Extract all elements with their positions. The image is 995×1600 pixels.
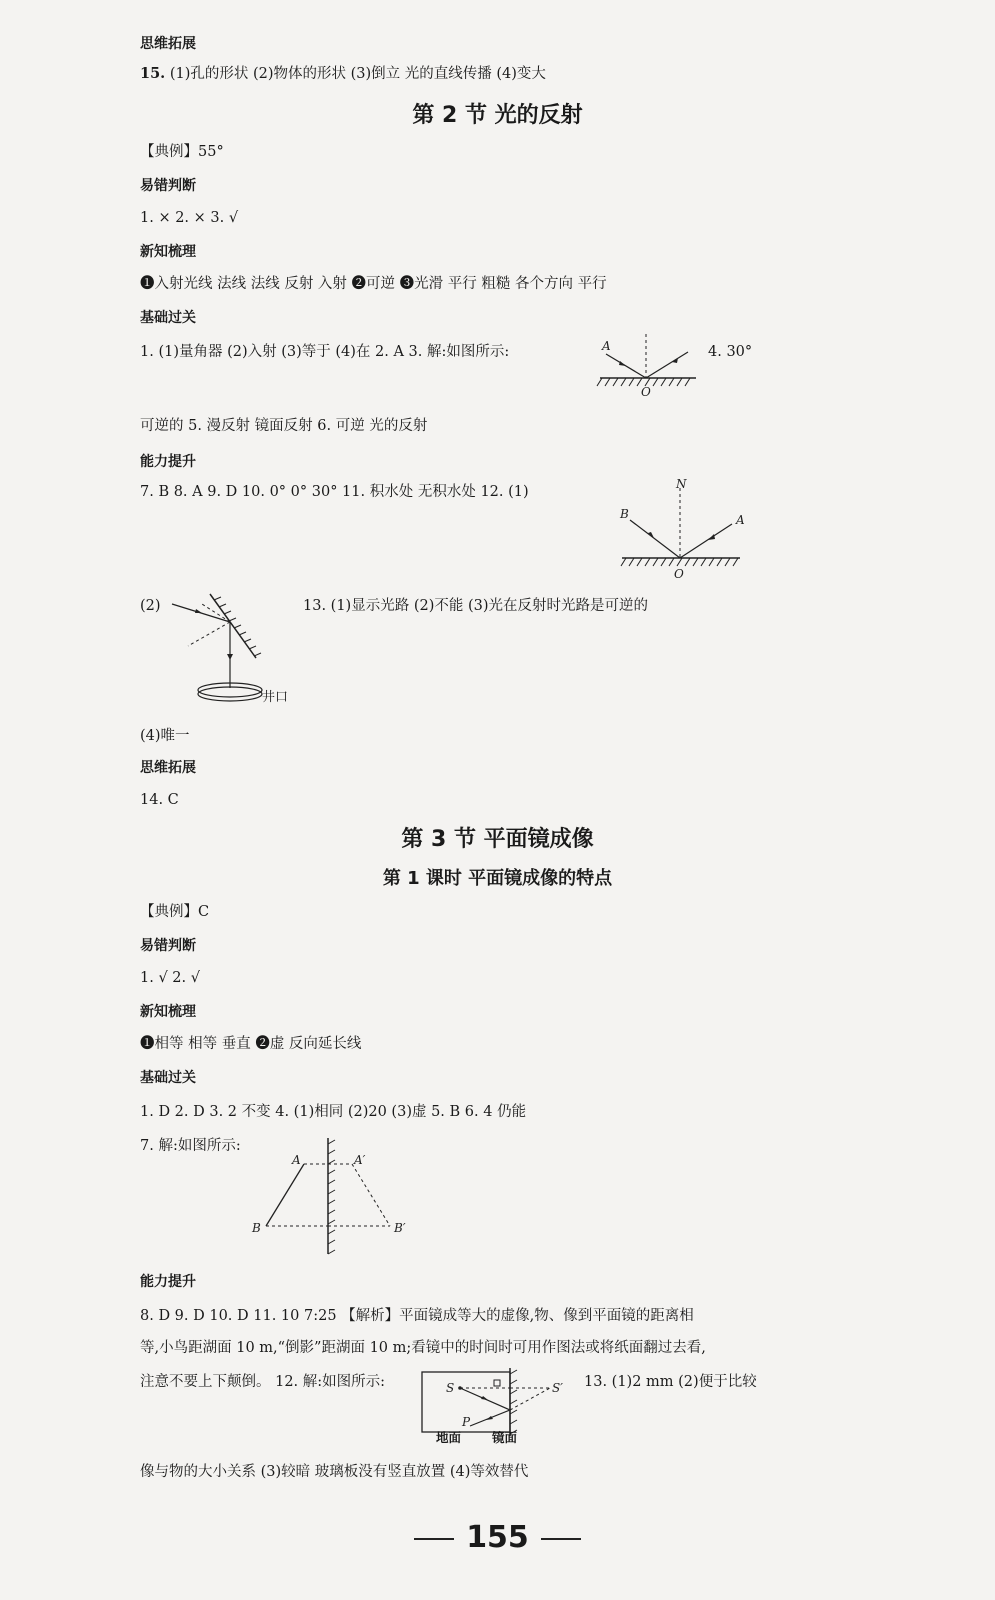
basic-answers-line2: 可逆的 5. 漫反射 镜面反射 6. 可逆 光的反射: [140, 418, 428, 434]
basic-answer-q4: 4. 30°: [708, 344, 753, 360]
example-answer-2: 【典例】C: [140, 904, 210, 920]
new-knowledge-answers: ❶入射光线 法线 法线 反射 入射 ❷可逆 ❸光滑 平行 粗糙 各个方向 平行: [140, 276, 607, 292]
section-title-reflection: 第 2 节 光的反射: [412, 103, 583, 128]
ability-answer-q13: 13. (1)显示光路 (2)不能 (3)光在反射时光路是可逆的: [303, 598, 649, 614]
basic-answers-2-line1: 1. D 2. D 3. 2 不变 4. (1)相同 (2)20 (3)虚 5. B 6. 4 仍能: [140, 1104, 527, 1120]
header-ability: 能力提升: [140, 454, 196, 470]
section-title-plane-mirror: 第 3 节 平面镜成像: [401, 827, 594, 852]
header-basic: 基础过关: [140, 310, 196, 326]
error-judgement-answers: 1. × 2. × 3. √: [140, 210, 239, 226]
ability-answers-2-line4: 像与物的大小关系 (3)较暗 玻璃板没有竖直放置 (4)等效替代: [140, 1464, 529, 1480]
label-floor: 地面: [436, 1430, 462, 1445]
label-A: A: [736, 513, 745, 527]
example-answer: 【典例】55°: [140, 144, 224, 160]
ability-answer-q13b: 13. (1)2 mm (2)便于比较: [584, 1374, 757, 1390]
answer-q15: [140, 64, 546, 84]
page-number-dash-left: [414, 1538, 454, 1540]
label-S-prime: S′: [552, 1381, 563, 1395]
header-thinking-extension-2: 思维拓展: [140, 760, 196, 776]
q15-number: 15.: [140, 65, 166, 82]
figure-mirror-image-ab: [248, 1136, 418, 1256]
label-A-prime: A′: [354, 1153, 366, 1167]
label-N: N: [676, 477, 687, 491]
figure-reflection-q12-1: [616, 478, 746, 582]
label-mirror-surface: 镜面: [492, 1430, 518, 1445]
answer-q14: 14. C: [140, 792, 179, 808]
label-B-prime: B′: [394, 1221, 406, 1235]
new-knowledge-answers-2: ❶相等 相等 垂直 ❷虚 反向延长线: [140, 1036, 362, 1052]
page-number-dash-right: [541, 1538, 581, 1540]
header-basic-2: 基础过关: [140, 1070, 196, 1086]
figure-reflection-q3: [592, 334, 702, 399]
page-number-value: 155: [466, 1520, 529, 1555]
ability-answers-2-line2: 等,小鸟距湖面 10 m,“倒影”距湖面 10 m;看镜中的时间时可用作图法或将纸面翻过去看,: [140, 1340, 706, 1356]
header-error-judgement: 易错判断: [140, 178, 196, 194]
label-S: S: [446, 1381, 455, 1395]
ability-answers-line1: 7. B 8. A 9. D 10. 0° 0° 30° 11. 积水处 无积水处 12. (1): [140, 484, 529, 500]
header-thinking-extension: 思维拓展: [140, 36, 196, 52]
header-new-knowledge-2: 新知梳理: [140, 1004, 196, 1020]
ability-answer-q13-4: (4)唯一: [140, 728, 190, 744]
label-B: B: [252, 1221, 261, 1235]
label-well-mouth: 井口: [262, 690, 289, 705]
lesson-subtitle: 第 1 课时 平面镜成像的特点: [382, 868, 613, 889]
error-judgement-answers-2: 1. √ 2. √: [140, 970, 200, 986]
ability-answers-2-line3: 注意不要上下颠倒。 12. 解:如图所示:: [140, 1374, 386, 1390]
header-ability-2: 能力提升: [140, 1274, 196, 1290]
label-O: O: [641, 385, 651, 399]
header-new-knowledge: 新知梳理: [140, 244, 196, 260]
figure-well-mirror: [168, 592, 268, 708]
label-P: P: [462, 1415, 471, 1429]
page-number: [0, 1520, 995, 1555]
ability-answer-q12-2: (2): [140, 598, 161, 614]
label-A: A: [292, 1153, 301, 1167]
label-O: O: [674, 567, 684, 581]
label-B: B: [620, 507, 629, 521]
q15-text: (1)孔的形状 (2)物体的形状 (3)倒立 光的直线传播 (4)变大: [169, 66, 546, 82]
ability-answers-2-line1: 8. D 9. D 10. D 11. 10 7:25 【解析】平面镜成等大的虚像,物、像到平面镜的距离相: [140, 1308, 694, 1324]
basic-answers-line1: 1. (1)量角器 (2)入射 (3)等于 (4)在 2. A 3. 解:如图所示:: [140, 344, 510, 360]
label-A: A: [602, 339, 611, 353]
basic-answers-2-line2: 7. 解:如图所示:: [140, 1138, 241, 1154]
header-error-judgement-2: 易错判断: [140, 938, 196, 954]
